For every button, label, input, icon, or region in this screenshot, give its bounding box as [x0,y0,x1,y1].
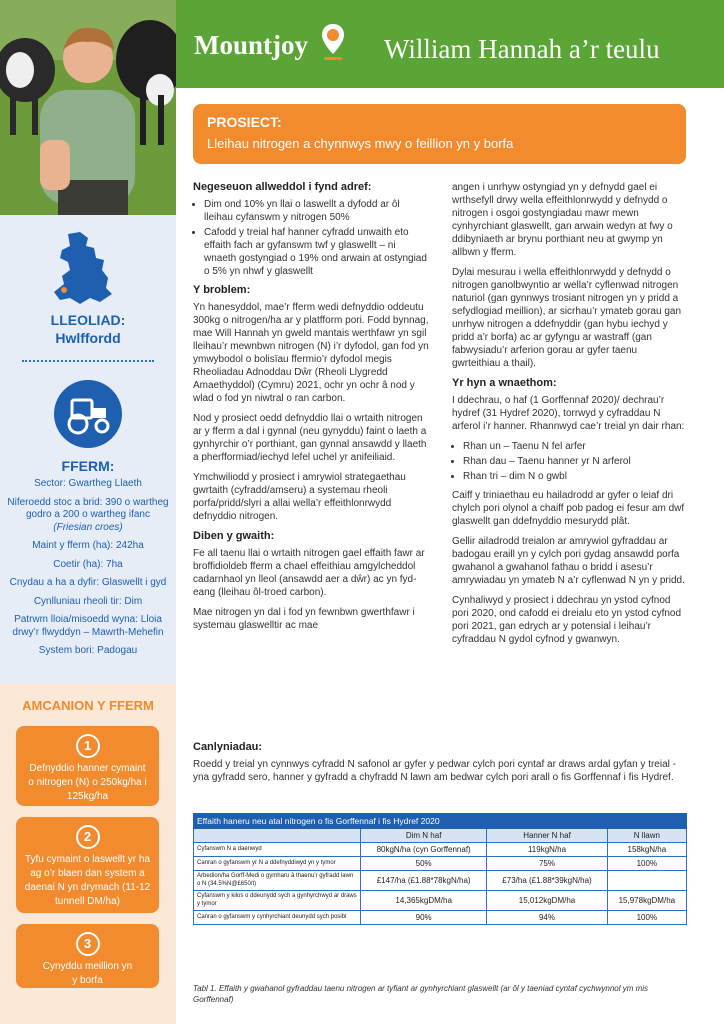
project-title: PROSIECT: [207,114,282,130]
farm-heading: FFERM: [61,458,115,474]
table-cell: 119kgN/ha [487,843,607,857]
table-cell: 14,365kgDM/ha [361,891,487,911]
farm-breed-text: (Friesian croes) [53,521,123,533]
results-heading: Canlyniadau: [193,741,263,753]
aim-heading: Diben y gwaith: [193,530,275,542]
table-footnote: Tabl 1. Effaith y gwahanol gyfraddau taenu nitrogen ar tyfiant ar gynhyrchiant glaswellt (ar ôl y taeniad cyntaf cychwynnol ym mis Gorffennaf) [193,984,649,1004]
table-cell: 50% [361,857,487,871]
table-header-row [194,829,687,843]
header-banner [176,0,724,88]
project-subtitle: Lleihau nitrogen a chynnwys mwy o feillion yn y borfa [207,136,514,151]
farm-aims-panel [0,684,176,1024]
treatment-item: • Rhan tri – dim N o gwbl [463,470,688,483]
table-cell: 75% [487,857,607,871]
right-paragraph: angen i unrhyw ostyngiad yn y defnydd gael ei wrthsefyll drwy wella effeithlonrwydd y defnydd o nitrogen i osgoi gostyngiadau mawr mewn cynhyrchiant glaswellt, gan arwain wedyn at fwy o ddibyniaeth ar brynu porthiant neu at gwymp yn allbwn y fferm. [452,182,673,258]
table-header-cell [194,829,361,843]
aim-number: 2 [76,825,100,849]
aim-text: Tyfu cymaint o laswellt yr ha ag o’r blaen dan system a daenai N yn drymach (11-12 tunnell DM/ha) [24,854,151,907]
location-value: Hwlffordd [55,330,121,346]
results-paragraph: Roedd y treial yn cynnwys cyfradd N safonol ar gyfer y pedwar cylch pori cyntaf ar draws ardal gyfan y treial - yna gyfradd sero, hanner y gyfradd a chyfradd N lawn am bedwar cylch pori arall o fis Gorffennaf i fis Hydref. [193,759,676,783]
farmer-name: William Hannah a’r teulu [384,34,660,64]
table-cell [607,871,686,891]
right-paragraph: Cynhaliwyd y prosiect i ddechrau yn ystod cyfnod pori 2020, ond cafodd ei dreialu eto yn ystod cyfnod pori 2021, gan edrych ar y potensial i leihau’r cyfraddau N gydol cyfnod y gwanwyn. [452,595,682,645]
table-cell: 100% [607,911,686,925]
treatment-list [452,440,688,483]
table-row-label: Cyfanswm N a daenwyd [194,843,361,857]
sidebar [0,0,176,1024]
divider [22,360,154,362]
aim-number: 1 [76,734,100,758]
table-caption-row [194,814,687,829]
wales-map-icon [50,230,126,308]
farm-crops: Cnydau a ha a dyfir: Glaswellt i gyd [9,577,167,588]
key-messages-heading: Negeseuon allweddol i fynd adref: [193,181,372,193]
key-message-item: • Cafodd y treial haf hanner cyfradd unwaith eto effaith fach ar gyfanswm twf y glaswellt – ni wnaeth gostyngiad o 19% ond arwain at ostyngiad o 5% yn nhwf y glaswellt [204,226,429,278]
aim-number: 3 [76,932,100,956]
farm-stock: Niferoedd stoc a brid: 390 o wartheg godro a 200 o wartheg ifanc [7,496,169,520]
table-header-cell: Dim N haf [361,829,487,843]
problem-paragraph: Ymchwiliodd y prosiect i amrywiol strategaethau gwrtaith (cyfradd/amseru) a systemau rheoli porfa/pridd/slyri a allai wella’r effeithlonrwydd defnyddio nitrogen. [193,472,406,522]
table-cell: £73/ha (£1.88*39kgN/ha) [487,871,607,891]
table-row-label: Arbedion/ha Gorff-Medi o gymharu â thaenu’r gyfradd lawn o N (34.5%N@£650/t) [194,871,361,891]
table-cell: 15,012kgDM/ha [487,891,607,911]
aim-paragraph: Mae nitrogen yn dal i fod yn fewnbwn gwerthfawr i systemau glaswelltir ac mae [193,607,415,631]
aim-text: Cynyddu meillion yn y borfa [42,961,133,986]
right-paragraph: Dylai mesurau i wella effeithlonrwydd y defnydd o nitrogen ganolbwyntio ar wella’r cyflenwad nitrogen naturiol (gan gynnwys trosiant nitrogen yn y pridd a sefydlogiad meillion), ar sicrhau’r ymateb gorau gan unrhyw nitrogen a ddefnyddir (gan hybu iechyd y pridd a’r borfa) ac ar gyfyngu ar wastraff (gan fabwysiadu’r arferion gorau ar gyfer taenu gwrteithiau a thail). [452,267,682,369]
table-cell: £147/ha (£1.88*78kgN/ha) [361,871,487,891]
farmer-photo [0,0,176,215]
farm-land-schemes: Cynlluniau rheoli tir: Dim [33,595,143,607]
table-cell: 94% [487,911,607,925]
location-pin-icon [320,22,346,62]
aim-card-2 [16,817,159,913]
project-box [193,104,686,164]
farm-size: Maint y fferm (ha): 242ha [32,540,144,551]
right-column [452,181,688,653]
aim-text: Defnyddio hanner cymaint o nitrogen (N) o 250kg/ha i 125kg/ha [28,763,147,802]
table-header-cell: N llawn [607,829,686,843]
farm-breed [4,522,172,535]
tractor-icon [52,378,124,450]
table-row [194,843,687,857]
problem-paragraph: Yn hanesyddol, mae’r fferm wedi defnyddio oddeutu 300kg o nitrogen/ha ar y platfform pori. Fodd bynnag, mae Will Hannah yn gweld mantais werthfawr yn sgil lleihau’r mewnbwn nitrogen (N) i’r dyfodol, gan fod yn ymwybodol o bolisïau ffermio’r dyfodol megis Rheoliadau Adnoddau Dŵr (Rheoli Llygredd Amaethyddol) (Cymru) 2021, ochr yn ochr â nod y wlad o fod yn niwtral o ran carbon. [193,302,429,404]
left-column [193,181,429,639]
what-we-did-paragraph: I ddechrau, o haf (1 Gorffennaf 2020)/ dechrau’r hydref (31 Hydref 2020), torrwyd y cyfraddau N arferol i’r hanner. Rhannwyd cae’r treial yn dair rhan: [452,395,685,432]
table-row-label: Canran o gyfanswm y cynhyrchiant deunydd sych posibl [194,911,361,925]
farmer-photo-image [0,0,176,215]
table-caption: Effaith haneru neu atal nitrogen o fis Gorffennaf i fis Hydref 2020 [194,814,687,829]
aims-heading: AMCANION Y FFERM [22,698,154,713]
key-messages-list [193,198,429,278]
table-header-cell: Hanner N haf [487,829,607,843]
brand-title: Mountjoy [194,30,308,60]
table-row [194,857,687,871]
table-row-label: Canran o gyfanswm yr N a ddefnyddiwyd yn y tymor [194,857,361,871]
farm-woodland: Coetir (ha): 7ha [53,558,123,570]
farm-sector: Sector: Gwartheg Llaeth [34,478,142,489]
results-table [193,813,687,925]
table-row [194,911,687,925]
right-paragraph: Caiff y triniaethau eu hailadrodd ar gyfer o leiaf dri chylch pori olynol a chaiff pob padog ei fesur am dwf glaswellt gan ddefnyddio mesurydd plât. [452,490,685,527]
aim-card-3 [16,924,159,988]
table-row-label: Cyfanswm y kilos o ddeunydd sych a gynhyrchwyd ar draws y tymor [194,891,361,911]
table-cell: 158kgN/ha [607,843,686,857]
treatment-item: • Rhan un – Taenu N fel arfer [463,440,688,453]
aim-card-1 [16,726,159,806]
table-cell: 90% [361,911,487,925]
farm-details [4,478,172,664]
table-cell: 100% [607,857,686,871]
table-cell: 80kgN/ha (cyn Gorffennaf) [361,843,487,857]
aim-paragraph: Fe all taenu llai o wrtaith nitrogen gael effaith fawr ar broffidioldeb fferm a chael effeithiau amgylcheddol cadarnhaol yn lleol (ansawdd aer a dŵr) ac yn fyd-eang (lleihau ôl-troed carbon). [193,548,425,598]
table-row [194,891,687,911]
table-cell: 15,978kgDM/ha [607,891,686,911]
right-paragraph: Gellir ailadrodd treialon ar amrywiol gyfraddau ar badogau eraill yn y cylch pori gydag ansawdd porfa gwahanol a gwahanol fathau o bridd i asesu’r amrywiadau yn ymateb N a’r cyflenwad N yn y pridd. [452,536,685,586]
farm-grazing-system: System bori: Padogau [38,645,138,656]
problem-paragraph: Nod y prosiect oedd defnyddio llai o wrtaith nitrogen ar y fferm a dal i gynnal (neu gynyddu) faint o laeth a gynhyrchir o’r porthiant, gan gynnal ansawdd y llaeth a pherfformiad/iechyd lefel uchel yr anifeiliaid. [193,413,427,463]
location-label: LLEOLIAD: [50,312,126,328]
farm-calving: Patrwm lloia/misoedd wyna: Lloia drwy’r flwyddyn – Mawrth-Mehefin [12,614,164,638]
treatment-item: • Rhan dau – Taenu hanner yr N arferol [463,455,688,468]
what-we-did-heading: Yr hyn a wnaethom: [452,377,557,389]
key-message-item: • Dim ond 10% yn llai o laswellt a dyfodd ar ôl lleihau cyfanswm y nitrogen 50% [204,198,429,224]
table-row [194,871,687,891]
problem-heading: Y broblem: [193,284,251,296]
